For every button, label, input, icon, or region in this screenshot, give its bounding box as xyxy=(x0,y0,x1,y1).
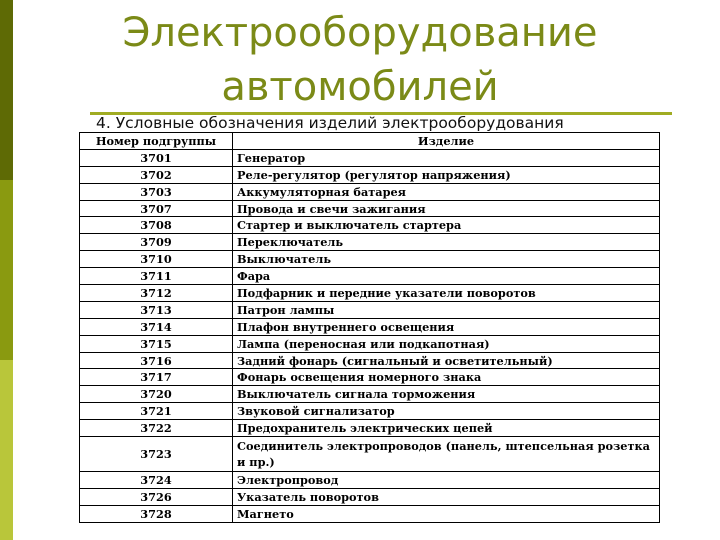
column-header-item: Изделие xyxy=(233,133,660,150)
subgroup-code: 3722 xyxy=(80,420,233,437)
table-row xyxy=(80,318,660,335)
item-name: Аккумуляторная батарея xyxy=(233,183,660,200)
designations-table xyxy=(79,132,660,523)
item-name: Электропровод xyxy=(233,472,660,489)
subgroup-code: 3702 xyxy=(80,166,233,183)
table-row xyxy=(80,149,660,166)
subgroup-code: 3717 xyxy=(80,369,233,386)
table-row xyxy=(80,183,660,200)
table-row xyxy=(80,200,660,217)
slide-title-line-2: автомобилей xyxy=(221,64,499,110)
subgroup-code: 3713 xyxy=(80,301,233,318)
table-row xyxy=(80,234,660,251)
item-name: Задний фонарь (сигнальный и осветительный) xyxy=(233,352,660,369)
table-row xyxy=(80,369,660,386)
item-name: Фара xyxy=(233,268,660,285)
slide-title-line-1: Электрооборудование xyxy=(122,10,598,56)
table-row xyxy=(80,437,660,472)
item-name: Стартер и выключатель стартера xyxy=(233,217,660,234)
item-name: Выключатель сигнала торможения xyxy=(233,386,660,403)
item-name: Плафон внутреннего освещения xyxy=(233,318,660,335)
subgroup-code: 3720 xyxy=(80,386,233,403)
table-row xyxy=(80,301,660,318)
subgroup-code: 3712 xyxy=(80,285,233,302)
subgroup-code: 3707 xyxy=(80,200,233,217)
table-row xyxy=(80,251,660,268)
subgroup-code: 3728 xyxy=(80,505,233,522)
slide-title xyxy=(60,6,660,114)
table-row xyxy=(80,472,660,489)
item-name: Лампа (переносная или подкапотная) xyxy=(233,335,660,352)
item-name: Патрон лампы xyxy=(233,301,660,318)
item-name: Предохранитель электрических цепей xyxy=(233,420,660,437)
slide-subtitle: 4. Условные обозначения изделий электрооборудования xyxy=(96,114,564,132)
side-band-middle xyxy=(0,180,13,360)
item-name: Указатель поворотов xyxy=(233,488,660,505)
subgroup-code: 3721 xyxy=(80,403,233,420)
table-row xyxy=(80,285,660,302)
item-name: Провода и свечи зажигания xyxy=(233,200,660,217)
subgroup-code: 3711 xyxy=(80,268,233,285)
table-row xyxy=(80,488,660,505)
side-band-top xyxy=(0,0,13,180)
subgroup-code: 3703 xyxy=(80,183,233,200)
table-row xyxy=(80,166,660,183)
item-name: Фонарь освещения номерного знака xyxy=(233,369,660,386)
item-name: Звуковой сигнализатор xyxy=(233,403,660,420)
subgroup-code: 3709 xyxy=(80,234,233,251)
table-row xyxy=(80,268,660,285)
table-row xyxy=(80,505,660,522)
table-row xyxy=(80,352,660,369)
item-name: Выключатель xyxy=(233,251,660,268)
item-name: Реле-регулятор (регулятор напряжения) xyxy=(233,166,660,183)
subgroup-code: 3714 xyxy=(80,318,233,335)
item-name: Переключатель xyxy=(233,234,660,251)
item-name: Соединитель электропроводов (панель, штепсельная розетка и пр.) xyxy=(233,437,660,472)
item-name: Генератор xyxy=(233,149,660,166)
subgroup-code: 3715 xyxy=(80,335,233,352)
subgroup-code: 3723 xyxy=(80,437,233,472)
item-name: Магнето xyxy=(233,505,660,522)
subgroup-code: 3724 xyxy=(80,472,233,489)
table-row xyxy=(80,420,660,437)
table-row xyxy=(80,386,660,403)
subgroup-code: 3716 xyxy=(80,352,233,369)
table-header-row xyxy=(80,133,660,150)
table-row xyxy=(80,335,660,352)
subgroup-code: 3701 xyxy=(80,149,233,166)
side-band-bottom xyxy=(0,360,13,540)
item-name: Подфарник и передние указатели поворотов xyxy=(233,285,660,302)
subgroup-code: 3708 xyxy=(80,217,233,234)
subgroup-code: 3710 xyxy=(80,251,233,268)
subgroup-code: 3726 xyxy=(80,488,233,505)
column-header-subgroup: Номер подгруппы xyxy=(80,133,233,150)
table-row xyxy=(80,403,660,420)
table-row xyxy=(80,217,660,234)
